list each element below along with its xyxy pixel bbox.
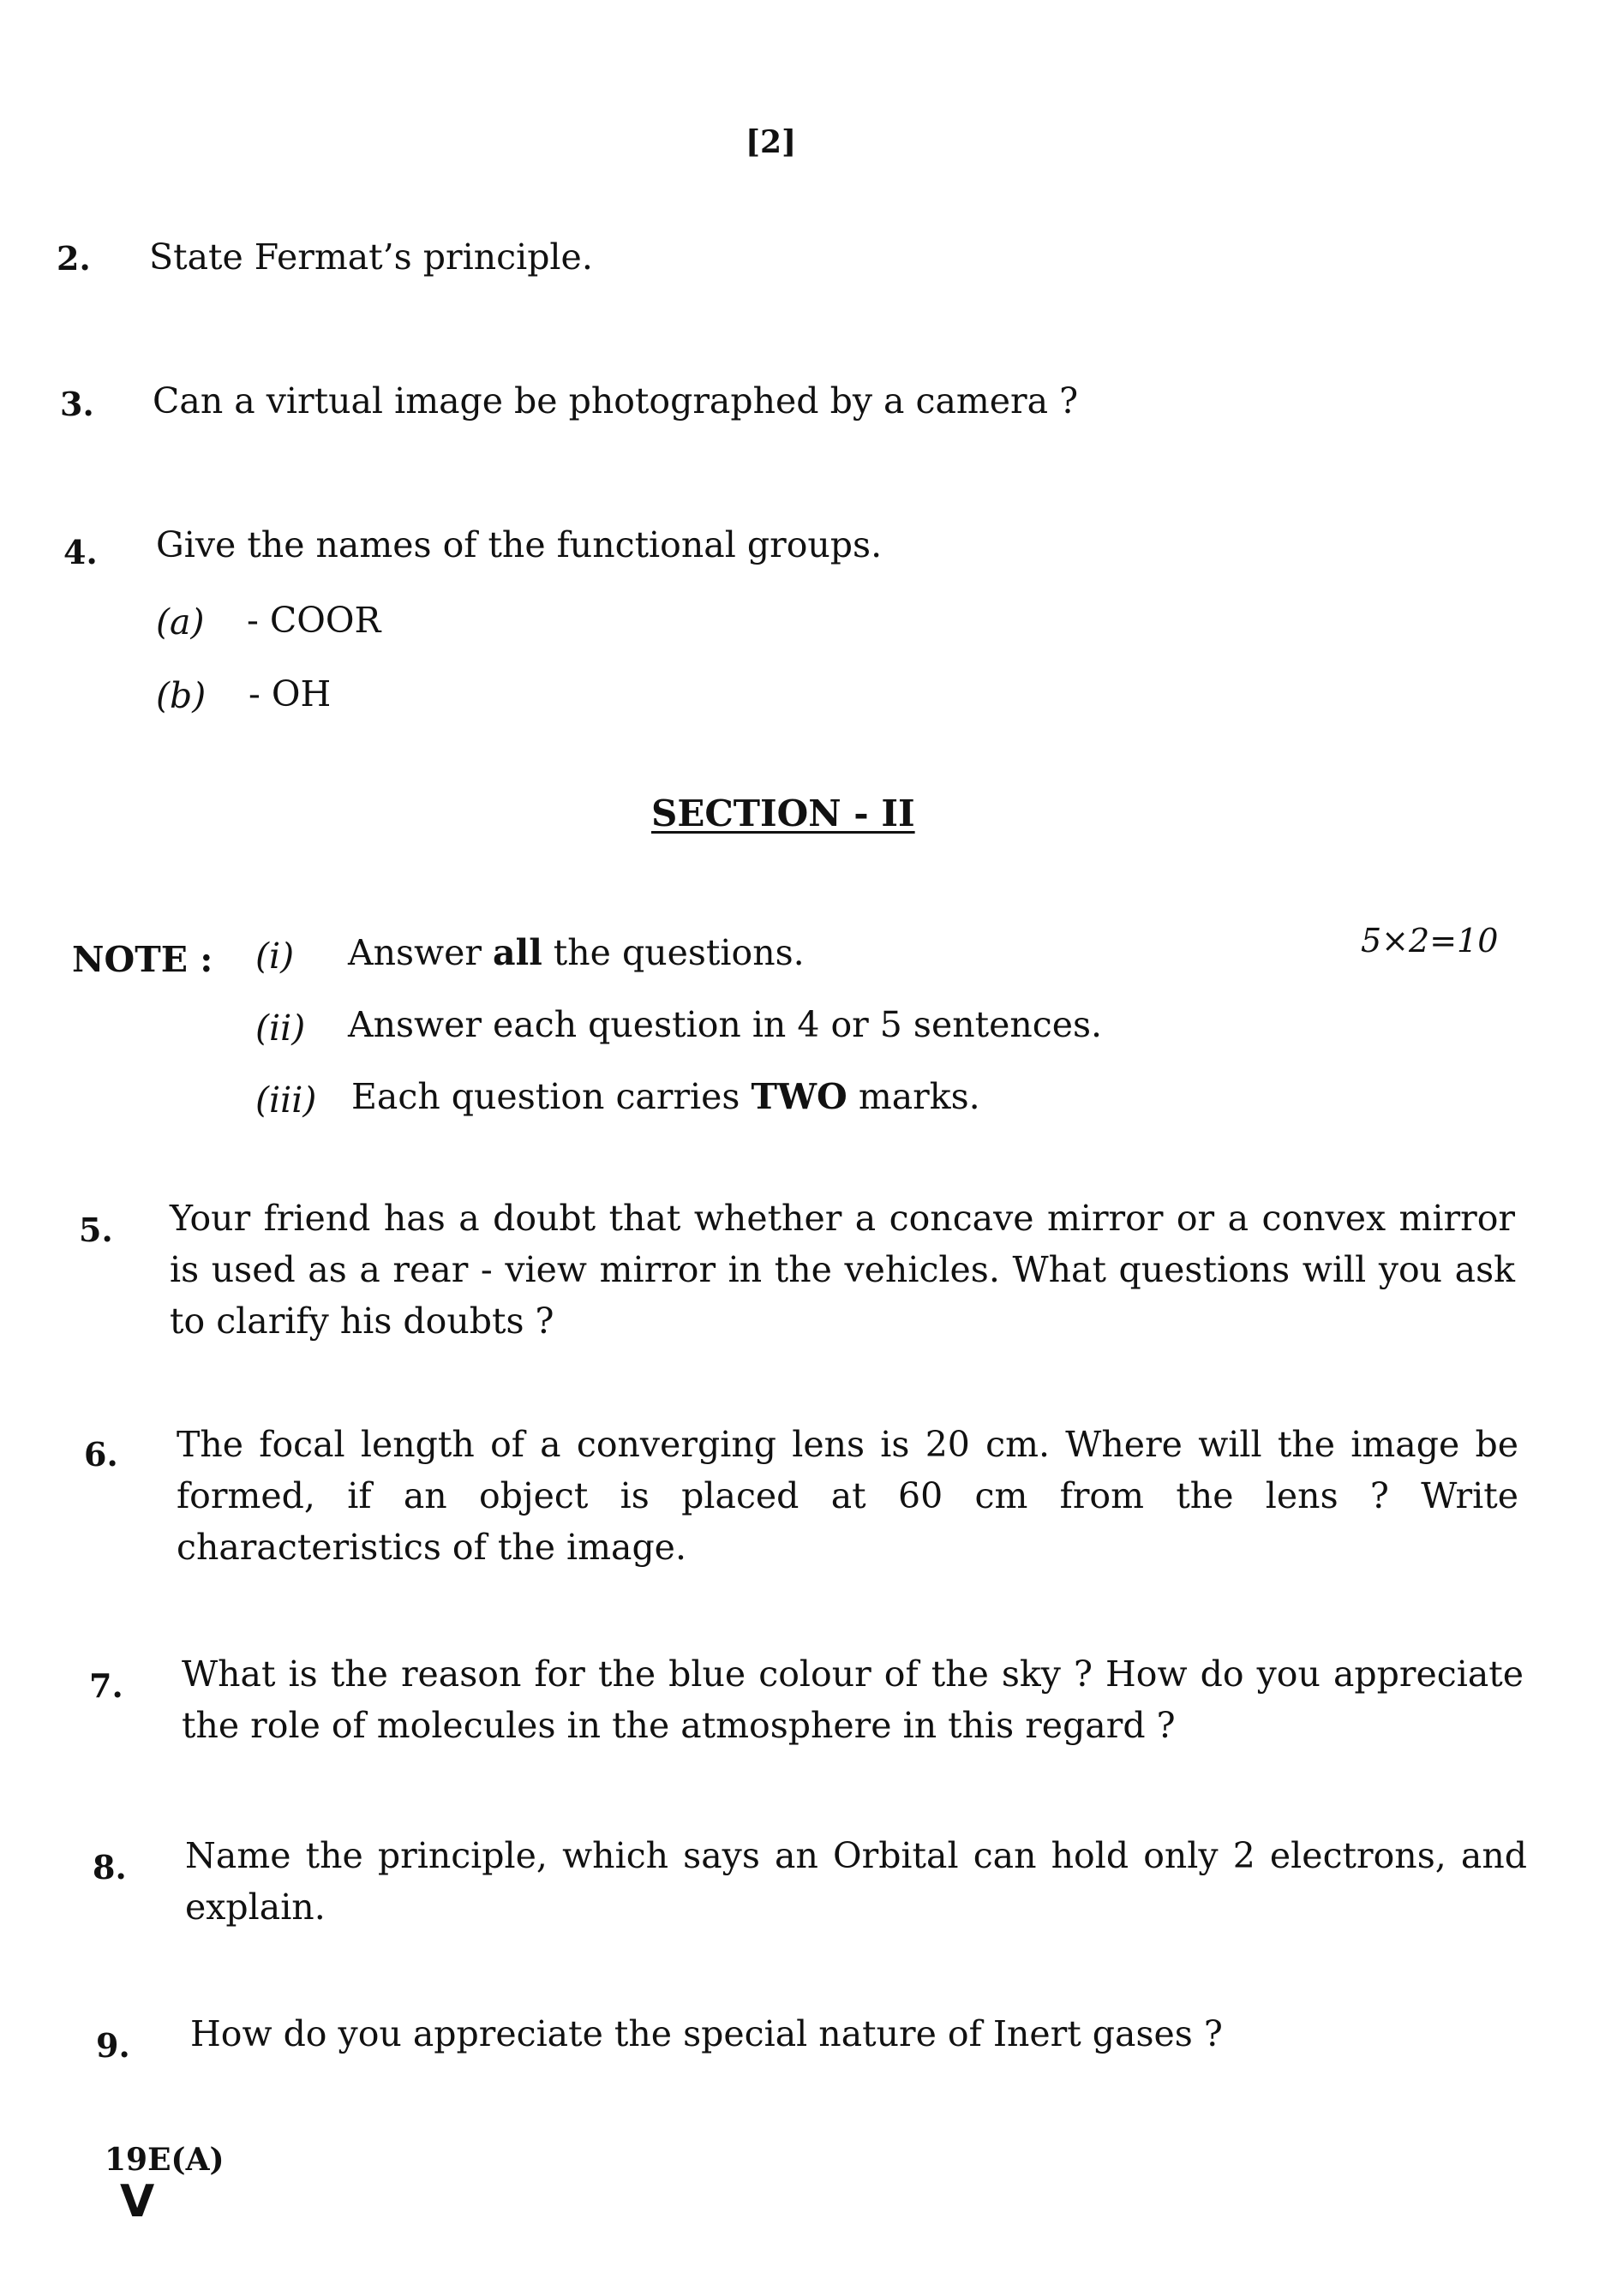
question-text: Your friend has a doubt that whether a concave mirror or a convex mirror is used as a rear - view mirror in the vehicles. What questions will you ask to clarify his doubts ? — [170, 1198, 1515, 1342]
question-text: Name the principle, which says an Orbital can hold only 2 electrons, and explain. — [185, 1835, 1527, 1928]
question-number: 6. — [84, 1435, 118, 1474]
question-number: 2. — [57, 239, 91, 278]
note-item-label: (ii) — [255, 1007, 306, 1049]
page-number: [2] — [746, 124, 797, 160]
question-text: How do you appreciate the special nature of Inert gases ? — [190, 2013, 1223, 2054]
subpart-label: (a) — [156, 601, 205, 643]
subpart-text: - OH — [249, 673, 332, 715]
question-number: 4. — [63, 533, 98, 571]
note-label: NOTE : — [72, 939, 213, 980]
question-number: 5. — [79, 1211, 113, 1249]
question-text: Can a virtual image be photographed by a camera ? — [153, 380, 1079, 422]
question-number: 9. — [96, 2026, 130, 2065]
question-number: 3. — [60, 385, 94, 423]
question-text: The focal length of a converging lens is 20 cm. Where will the image be formed, if an object is placed at 60 cm from the lens ? Write characteristics of the image. — [177, 1424, 1518, 1568]
paper-code: 19E(A) — [105, 2142, 225, 2178]
note-item-label: (iii) — [255, 1079, 317, 1121]
note-item-label: (i) — [255, 936, 295, 977]
note-item-text: Answer all the questions. — [348, 932, 805, 973]
note-item-text: Answer each question in 4 or 5 sentences. — [348, 1004, 1103, 1045]
question-text: What is the reason for the blue colour of the sky ? How do you appreciate the role of molecules in the atmosphere in this regard ? — [182, 1653, 1524, 1746]
subpart-text: - COOR — [247, 600, 381, 641]
note-item-text: Each question carries TWO marks. — [351, 1076, 980, 1117]
footer-mark: V — [120, 2176, 155, 2227]
section-title: SECTION - II — [651, 792, 915, 834]
question-number: 7. — [89, 1666, 123, 1705]
question-number: 8. — [93, 1848, 127, 1886]
subpart-label: (b) — [156, 675, 207, 716]
question-text: Give the names of the functional groups. — [156, 524, 883, 565]
question-text: State Fermat’s principle. — [149, 236, 593, 278]
marks-allocation: 5×2=10 — [1361, 922, 1499, 960]
